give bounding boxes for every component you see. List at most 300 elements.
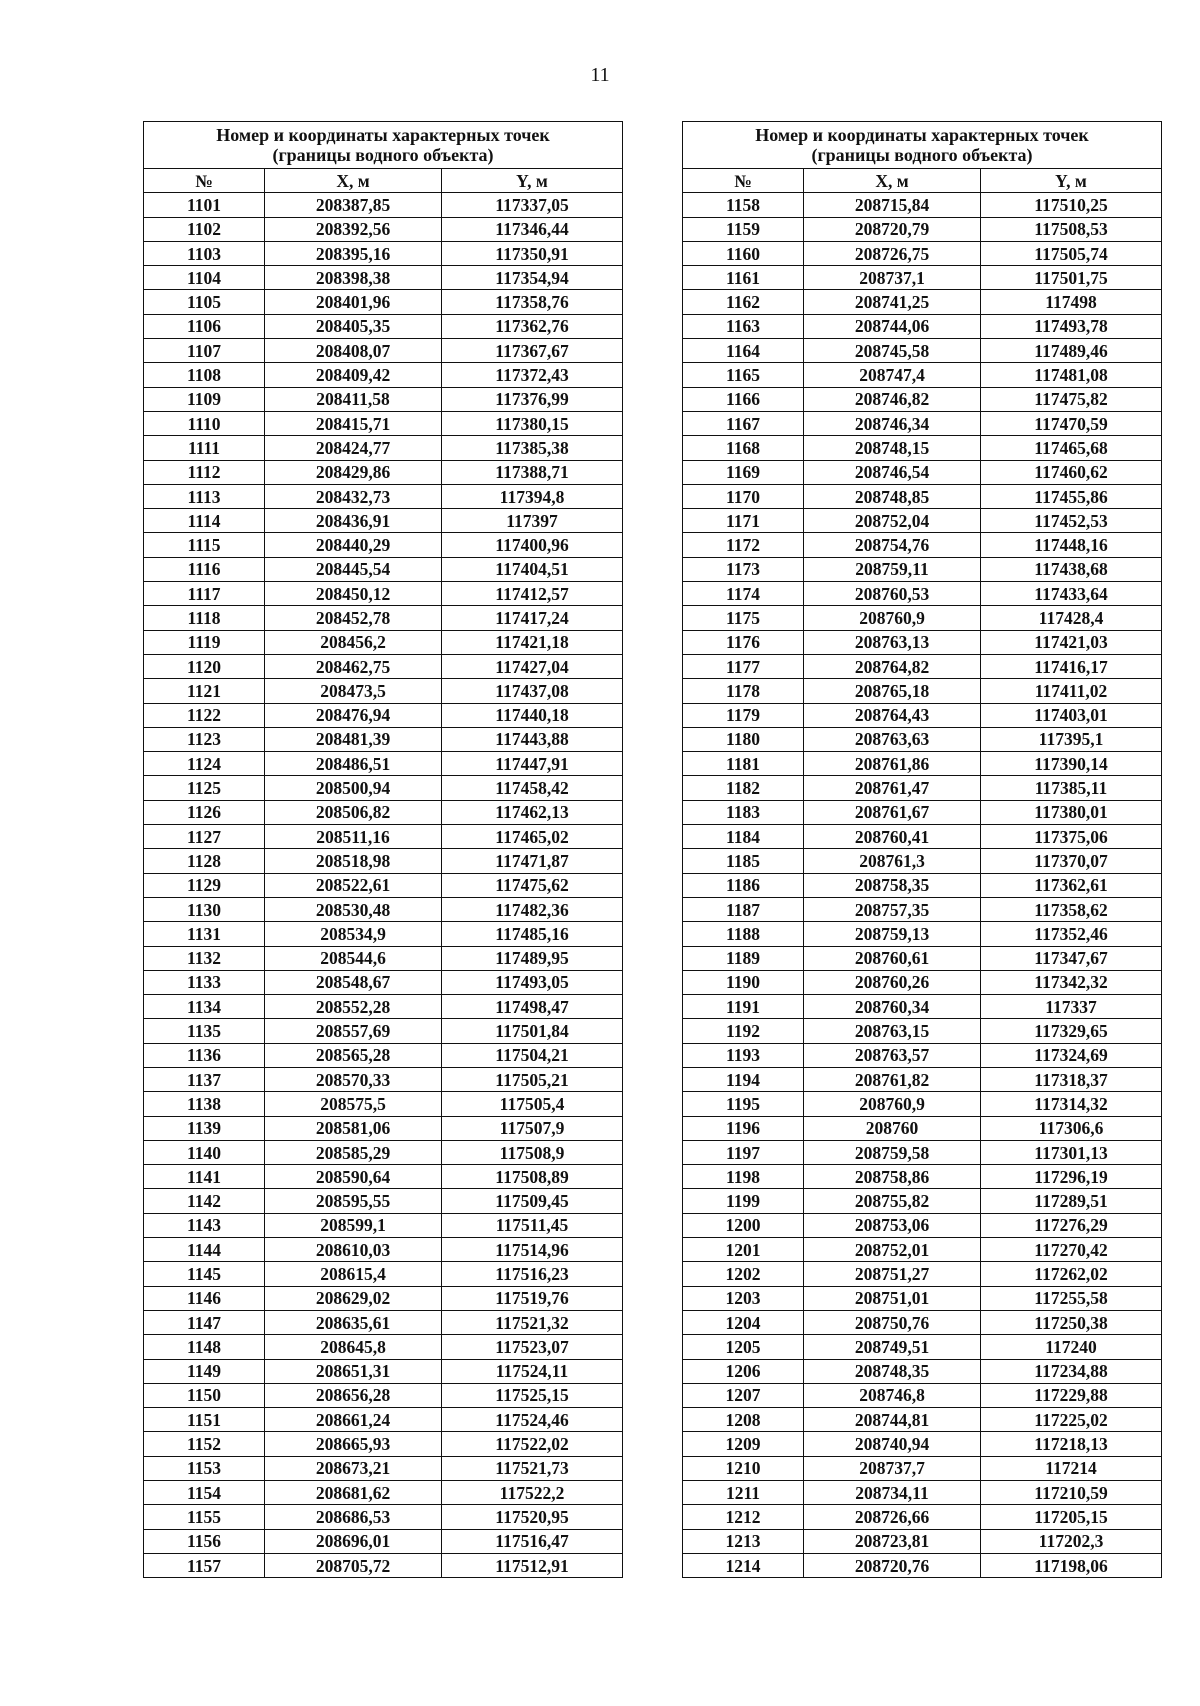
- column-header-number: №: [683, 169, 804, 193]
- cell-y-coordinate: 117301,13: [981, 1140, 1162, 1164]
- cell-y-coordinate: 117380,15: [442, 411, 623, 435]
- cell-point-number: 1131: [144, 922, 265, 946]
- table-row: [144, 825, 623, 849]
- cell-point-number: 1112: [144, 460, 265, 484]
- table-row: [683, 1408, 1162, 1432]
- cell-point-number: 1153: [144, 1456, 265, 1480]
- cell-y-coordinate: 117367,67: [442, 339, 623, 363]
- table-row: [683, 582, 1162, 606]
- cell-y-coordinate: 117337: [981, 995, 1162, 1019]
- cell-x-coordinate: 208429,86: [265, 460, 442, 484]
- cell-y-coordinate: 117358,76: [442, 290, 623, 314]
- cell-x-coordinate: 208761,67: [804, 800, 981, 824]
- cell-x-coordinate: 208565,28: [265, 1043, 442, 1067]
- table-row: [144, 193, 623, 217]
- cell-x-coordinate: 208757,35: [804, 897, 981, 921]
- cell-point-number: 1152: [144, 1432, 265, 1456]
- cell-y-coordinate: 117475,82: [981, 387, 1162, 411]
- table-row: [683, 460, 1162, 484]
- table-row: [683, 970, 1162, 994]
- cell-x-coordinate: 208476,94: [265, 703, 442, 727]
- table-row: [683, 411, 1162, 435]
- table-row: [683, 825, 1162, 849]
- column-header-number: №: [144, 169, 265, 193]
- cell-y-coordinate: 117504,21: [442, 1043, 623, 1067]
- cell-y-coordinate: 117229,88: [981, 1383, 1162, 1407]
- table-row: [144, 922, 623, 946]
- cell-y-coordinate: 117516,23: [442, 1262, 623, 1286]
- cell-y-coordinate: 117385,38: [442, 436, 623, 460]
- cell-y-coordinate: 117452,53: [981, 509, 1162, 533]
- cell-y-coordinate: 117501,84: [442, 1019, 623, 1043]
- cell-point-number: 1197: [683, 1140, 804, 1164]
- table-row: [144, 897, 623, 921]
- table-row: [683, 363, 1162, 387]
- cell-point-number: 1206: [683, 1359, 804, 1383]
- cell-point-number: 1200: [683, 1213, 804, 1237]
- table-row: [144, 460, 623, 484]
- cell-x-coordinate: 208409,42: [265, 363, 442, 387]
- cell-point-number: 1184: [683, 825, 804, 849]
- cell-point-number: 1179: [683, 703, 804, 727]
- cell-point-number: 1164: [683, 339, 804, 363]
- cell-x-coordinate: 208760,9: [804, 1092, 981, 1116]
- cell-y-coordinate: 117427,04: [442, 654, 623, 678]
- cell-x-coordinate: 208415,71: [265, 411, 442, 435]
- cell-x-coordinate: 208758,35: [804, 873, 981, 897]
- cell-x-coordinate: 208761,47: [804, 776, 981, 800]
- cell-point-number: 1199: [683, 1189, 804, 1213]
- cell-point-number: 1168: [683, 436, 804, 460]
- table-row: [144, 1359, 623, 1383]
- cell-x-coordinate: 208760,41: [804, 825, 981, 849]
- cell-point-number: 1198: [683, 1165, 804, 1189]
- cell-x-coordinate: 208751,01: [804, 1286, 981, 1310]
- cell-y-coordinate: 117440,18: [442, 703, 623, 727]
- cell-y-coordinate: 117417,24: [442, 606, 623, 630]
- cell-y-coordinate: 117225,02: [981, 1408, 1162, 1432]
- cell-x-coordinate: 208761,82: [804, 1067, 981, 1091]
- table-row: [144, 339, 623, 363]
- cell-y-coordinate: 117525,15: [442, 1383, 623, 1407]
- cell-point-number: 1208: [683, 1408, 804, 1432]
- cell-x-coordinate: 208651,31: [265, 1359, 442, 1383]
- cell-y-coordinate: 117458,42: [442, 776, 623, 800]
- cell-y-coordinate: 117460,62: [981, 460, 1162, 484]
- table-row: [144, 606, 623, 630]
- cell-point-number: 1108: [144, 363, 265, 387]
- table-title-line1: Номер и координаты характерных точек: [755, 125, 1089, 145]
- cell-point-number: 1185: [683, 849, 804, 873]
- cell-x-coordinate: 208548,67: [265, 970, 442, 994]
- cell-point-number: 1211: [683, 1481, 804, 1505]
- cell-point-number: 1147: [144, 1310, 265, 1334]
- cell-point-number: 1174: [683, 582, 804, 606]
- page-number: 11: [590, 64, 610, 86]
- cell-point-number: 1154: [144, 1481, 265, 1505]
- table-row: [683, 1481, 1162, 1505]
- table-title-line1: Номер и координаты характерных точек: [216, 125, 550, 145]
- coordinates-table-right: [682, 121, 1162, 1578]
- table-row: [683, 1456, 1162, 1480]
- cell-point-number: 1209: [683, 1432, 804, 1456]
- cell-y-coordinate: 117403,01: [981, 703, 1162, 727]
- cell-x-coordinate: 208753,06: [804, 1213, 981, 1237]
- cell-x-coordinate: 208748,35: [804, 1359, 981, 1383]
- cell-y-coordinate: 117358,62: [981, 897, 1162, 921]
- cell-y-coordinate: 117218,13: [981, 1432, 1162, 1456]
- cell-y-coordinate: 117471,87: [442, 849, 623, 873]
- cell-x-coordinate: 208575,5: [265, 1092, 442, 1116]
- cell-y-coordinate: 117395,1: [981, 727, 1162, 751]
- cell-x-coordinate: 208760,53: [804, 582, 981, 606]
- table-row: [144, 1335, 623, 1359]
- cell-x-coordinate: 208486,51: [265, 752, 442, 776]
- table-row: [683, 387, 1162, 411]
- cell-y-coordinate: 117509,45: [442, 1189, 623, 1213]
- cell-x-coordinate: 208726,75: [804, 241, 981, 265]
- cell-x-coordinate: 208522,61: [265, 873, 442, 897]
- cell-x-coordinate: 208686,53: [265, 1505, 442, 1529]
- table-row: [144, 1286, 623, 1310]
- cell-point-number: 1134: [144, 995, 265, 1019]
- cell-x-coordinate: 208552,28: [265, 995, 442, 1019]
- cell-y-coordinate: 117388,71: [442, 460, 623, 484]
- cell-point-number: 1162: [683, 290, 804, 314]
- table-row: [683, 241, 1162, 265]
- cell-x-coordinate: 208741,25: [804, 290, 981, 314]
- cell-point-number: 1138: [144, 1092, 265, 1116]
- table-row: [683, 193, 1162, 217]
- cell-x-coordinate: 208759,11: [804, 557, 981, 581]
- table-row: [683, 314, 1162, 338]
- cell-point-number: 1113: [144, 484, 265, 508]
- cell-x-coordinate: 208715,84: [804, 193, 981, 217]
- table-row: [683, 995, 1162, 1019]
- cell-point-number: 1157: [144, 1553, 265, 1577]
- table-row: [683, 1383, 1162, 1407]
- cell-point-number: 1139: [144, 1116, 265, 1140]
- cell-x-coordinate: 208744,81: [804, 1408, 981, 1432]
- table-row: [683, 679, 1162, 703]
- cell-y-coordinate: 117318,37: [981, 1067, 1162, 1091]
- cell-point-number: 1178: [683, 679, 804, 703]
- column-header-x: X, м: [265, 169, 442, 193]
- cell-x-coordinate: 208544,6: [265, 946, 442, 970]
- cell-x-coordinate: 208752,04: [804, 509, 981, 533]
- table-row: [683, 1067, 1162, 1091]
- cell-point-number: 1127: [144, 825, 265, 849]
- cell-y-coordinate: 117421,03: [981, 630, 1162, 654]
- cell-point-number: 1180: [683, 727, 804, 751]
- table-row: [144, 1383, 623, 1407]
- cell-x-coordinate: 208440,29: [265, 533, 442, 557]
- cell-y-coordinate: 117516,47: [442, 1529, 623, 1553]
- cell-x-coordinate: 208518,98: [265, 849, 442, 873]
- table-row: [144, 1456, 623, 1480]
- cell-x-coordinate: 208681,62: [265, 1481, 442, 1505]
- cell-point-number: 1205: [683, 1335, 804, 1359]
- cell-x-coordinate: 208585,29: [265, 1140, 442, 1164]
- cell-x-coordinate: 208763,13: [804, 630, 981, 654]
- cell-y-coordinate: 117342,32: [981, 970, 1162, 994]
- cell-point-number: 1207: [683, 1383, 804, 1407]
- cell-point-number: 1142: [144, 1189, 265, 1213]
- cell-x-coordinate: 208726,66: [804, 1505, 981, 1529]
- cell-y-coordinate: 117489,46: [981, 339, 1162, 363]
- cell-point-number: 1161: [683, 266, 804, 290]
- cell-x-coordinate: 208590,64: [265, 1165, 442, 1189]
- cell-point-number: 1181: [683, 752, 804, 776]
- cell-y-coordinate: 117511,45: [442, 1213, 623, 1237]
- cell-x-coordinate: 208764,82: [804, 654, 981, 678]
- cell-point-number: 1214: [683, 1553, 804, 1577]
- cell-point-number: 1183: [683, 800, 804, 824]
- cell-y-coordinate: 117455,86: [981, 484, 1162, 508]
- cell-y-coordinate: 117438,68: [981, 557, 1162, 581]
- cell-y-coordinate: 117448,16: [981, 533, 1162, 557]
- table-body: [683, 193, 1162, 1578]
- cell-x-coordinate: 208745,58: [804, 339, 981, 363]
- cell-y-coordinate: 117276,29: [981, 1213, 1162, 1237]
- cell-point-number: 1203: [683, 1286, 804, 1310]
- cell-point-number: 1115: [144, 533, 265, 557]
- table-row: [144, 776, 623, 800]
- cell-x-coordinate: 208506,82: [265, 800, 442, 824]
- cell-y-coordinate: 117375,06: [981, 825, 1162, 849]
- table-title: [683, 122, 1162, 169]
- cell-point-number: 1129: [144, 873, 265, 897]
- table-row: [144, 1505, 623, 1529]
- cell-point-number: 1110: [144, 411, 265, 435]
- cell-x-coordinate: 208746,54: [804, 460, 981, 484]
- cell-point-number: 1210: [683, 1456, 804, 1480]
- cell-point-number: 1175: [683, 606, 804, 630]
- cell-y-coordinate: 117337,05: [442, 193, 623, 217]
- cell-y-coordinate: 117507,9: [442, 1116, 623, 1140]
- table-body: [144, 193, 623, 1578]
- table-row: [144, 363, 623, 387]
- cell-x-coordinate: 208705,72: [265, 1553, 442, 1577]
- cell-x-coordinate: 208456,2: [265, 630, 442, 654]
- table-title-line2: (границы водного объекта): [272, 145, 494, 165]
- table-row: [144, 1310, 623, 1334]
- cell-point-number: 1140: [144, 1140, 265, 1164]
- cell-point-number: 1106: [144, 314, 265, 338]
- table-row: [683, 1213, 1162, 1237]
- cell-x-coordinate: 208759,13: [804, 922, 981, 946]
- table-row: [683, 1310, 1162, 1334]
- cell-x-coordinate: 208763,15: [804, 1019, 981, 1043]
- cell-y-coordinate: 117416,17: [981, 654, 1162, 678]
- table-row: [683, 922, 1162, 946]
- cell-y-coordinate: 117519,76: [442, 1286, 623, 1310]
- cell-point-number: 1135: [144, 1019, 265, 1043]
- table-row: [144, 241, 623, 265]
- cell-x-coordinate: 208395,16: [265, 241, 442, 265]
- cell-point-number: 1144: [144, 1238, 265, 1262]
- cell-y-coordinate: 117346,44: [442, 217, 623, 241]
- cell-x-coordinate: 208765,18: [804, 679, 981, 703]
- cell-point-number: 1171: [683, 509, 804, 533]
- cell-point-number: 1121: [144, 679, 265, 703]
- table-row: [144, 582, 623, 606]
- cell-x-coordinate: 208581,06: [265, 1116, 442, 1140]
- cell-x-coordinate: 208744,06: [804, 314, 981, 338]
- cell-point-number: 1182: [683, 776, 804, 800]
- cell-x-coordinate: 208432,73: [265, 484, 442, 508]
- table-row: [683, 1553, 1162, 1577]
- table-row: [683, 606, 1162, 630]
- table-row: [144, 873, 623, 897]
- cell-y-coordinate: 117394,8: [442, 484, 623, 508]
- cell-point-number: 1103: [144, 241, 265, 265]
- cell-x-coordinate: 208557,69: [265, 1019, 442, 1043]
- cell-x-coordinate: 208450,12: [265, 582, 442, 606]
- cell-y-coordinate: 117210,59: [981, 1481, 1162, 1505]
- cell-x-coordinate: 208629,02: [265, 1286, 442, 1310]
- cell-y-coordinate: 117510,25: [981, 193, 1162, 217]
- cell-x-coordinate: 208747,4: [804, 363, 981, 387]
- cell-point-number: 1166: [683, 387, 804, 411]
- cell-point-number: 1128: [144, 849, 265, 873]
- cell-y-coordinate: 117475,62: [442, 873, 623, 897]
- cell-y-coordinate: 117390,14: [981, 752, 1162, 776]
- cell-point-number: 1156: [144, 1529, 265, 1553]
- table-row: [144, 727, 623, 751]
- cell-y-coordinate: 117520,95: [442, 1505, 623, 1529]
- cell-y-coordinate: 117314,32: [981, 1092, 1162, 1116]
- table-title-line2: (границы водного объекта): [811, 145, 1033, 165]
- cell-y-coordinate: 117524,46: [442, 1408, 623, 1432]
- cell-x-coordinate: 208392,56: [265, 217, 442, 241]
- cell-point-number: 1186: [683, 873, 804, 897]
- table-row: [683, 1189, 1162, 1213]
- cell-x-coordinate: 208760,34: [804, 995, 981, 1019]
- cell-y-coordinate: 117521,73: [442, 1456, 623, 1480]
- cell-point-number: 1145: [144, 1262, 265, 1286]
- cell-x-coordinate: 208748,85: [804, 484, 981, 508]
- cell-x-coordinate: 208673,21: [265, 1456, 442, 1480]
- table-row: [144, 484, 623, 508]
- cell-x-coordinate: 208445,54: [265, 557, 442, 581]
- cell-y-coordinate: 117470,59: [981, 411, 1162, 435]
- cell-y-coordinate: 117250,38: [981, 1310, 1162, 1334]
- cell-y-coordinate: 117240: [981, 1335, 1162, 1359]
- cell-point-number: 1155: [144, 1505, 265, 1529]
- table-row: [683, 946, 1162, 970]
- cell-y-coordinate: 117324,69: [981, 1043, 1162, 1067]
- table-row: [683, 727, 1162, 751]
- cell-point-number: 1202: [683, 1262, 804, 1286]
- cell-y-coordinate: 117202,3: [981, 1529, 1162, 1553]
- cell-point-number: 1188: [683, 922, 804, 946]
- cell-point-number: 1170: [683, 484, 804, 508]
- cell-point-number: 1163: [683, 314, 804, 338]
- cell-y-coordinate: 117296,19: [981, 1165, 1162, 1189]
- cell-x-coordinate: 208610,03: [265, 1238, 442, 1262]
- cell-x-coordinate: 208635,61: [265, 1310, 442, 1334]
- cell-y-coordinate: 117489,95: [442, 946, 623, 970]
- cell-point-number: 1196: [683, 1116, 804, 1140]
- table-row: [144, 266, 623, 290]
- cell-y-coordinate: 117350,91: [442, 241, 623, 265]
- column-header-y: Y, м: [442, 169, 623, 193]
- cell-y-coordinate: 117385,11: [981, 776, 1162, 800]
- cell-point-number: 1189: [683, 946, 804, 970]
- cell-y-coordinate: 117447,91: [442, 752, 623, 776]
- cell-y-coordinate: 117501,75: [981, 266, 1162, 290]
- cell-point-number: 1176: [683, 630, 804, 654]
- table-row: [144, 654, 623, 678]
- table-row: [683, 1505, 1162, 1529]
- cell-point-number: 1187: [683, 897, 804, 921]
- cell-y-coordinate: 117404,51: [442, 557, 623, 581]
- table-row: [683, 703, 1162, 727]
- cell-y-coordinate: 117522,02: [442, 1432, 623, 1456]
- table-row: [683, 776, 1162, 800]
- cell-point-number: 1118: [144, 606, 265, 630]
- cell-x-coordinate: 208720,79: [804, 217, 981, 241]
- cell-point-number: 1122: [144, 703, 265, 727]
- cell-x-coordinate: 208752,01: [804, 1238, 981, 1262]
- cell-y-coordinate: 117412,57: [442, 582, 623, 606]
- cell-x-coordinate: 208473,5: [265, 679, 442, 703]
- cell-y-coordinate: 117523,07: [442, 1335, 623, 1359]
- table-row: [683, 1432, 1162, 1456]
- cell-x-coordinate: 208737,7: [804, 1456, 981, 1480]
- cell-y-coordinate: 117512,91: [442, 1553, 623, 1577]
- cell-point-number: 1191: [683, 995, 804, 1019]
- cell-x-coordinate: 208750,76: [804, 1310, 981, 1334]
- table-row: [144, 509, 623, 533]
- cell-x-coordinate: 208462,75: [265, 654, 442, 678]
- cell-y-coordinate: 117505,4: [442, 1092, 623, 1116]
- cell-point-number: 1130: [144, 897, 265, 921]
- cell-x-coordinate: 208500,94: [265, 776, 442, 800]
- cell-x-coordinate: 208760,61: [804, 946, 981, 970]
- table-row: [144, 752, 623, 776]
- table-row: [144, 1043, 623, 1067]
- cell-x-coordinate: 208746,8: [804, 1383, 981, 1407]
- cell-point-number: 1204: [683, 1310, 804, 1334]
- cell-point-number: 1165: [683, 363, 804, 387]
- cell-x-coordinate: 208436,91: [265, 509, 442, 533]
- cell-y-coordinate: 117400,96: [442, 533, 623, 557]
- cell-point-number: 1124: [144, 752, 265, 776]
- cell-y-coordinate: 117493,78: [981, 314, 1162, 338]
- table-row: [144, 1432, 623, 1456]
- cell-point-number: 1193: [683, 1043, 804, 1067]
- cell-point-number: 1167: [683, 411, 804, 435]
- cell-x-coordinate: 208530,48: [265, 897, 442, 921]
- cell-point-number: 1111: [144, 436, 265, 460]
- cell-y-coordinate: 117505,74: [981, 241, 1162, 265]
- cell-y-coordinate: 117505,21: [442, 1067, 623, 1091]
- cell-x-coordinate: 208398,38: [265, 266, 442, 290]
- table-row: [683, 654, 1162, 678]
- table-row: [683, 339, 1162, 363]
- cell-x-coordinate: 208615,4: [265, 1262, 442, 1286]
- cell-y-coordinate: 117498,47: [442, 995, 623, 1019]
- table-row: [683, 1238, 1162, 1262]
- cell-y-coordinate: 117462,13: [442, 800, 623, 824]
- cell-y-coordinate: 117362,61: [981, 873, 1162, 897]
- cell-x-coordinate: 208570,33: [265, 1067, 442, 1091]
- table-row: [683, 849, 1162, 873]
- cell-y-coordinate: 117485,16: [442, 922, 623, 946]
- cell-x-coordinate: 208755,82: [804, 1189, 981, 1213]
